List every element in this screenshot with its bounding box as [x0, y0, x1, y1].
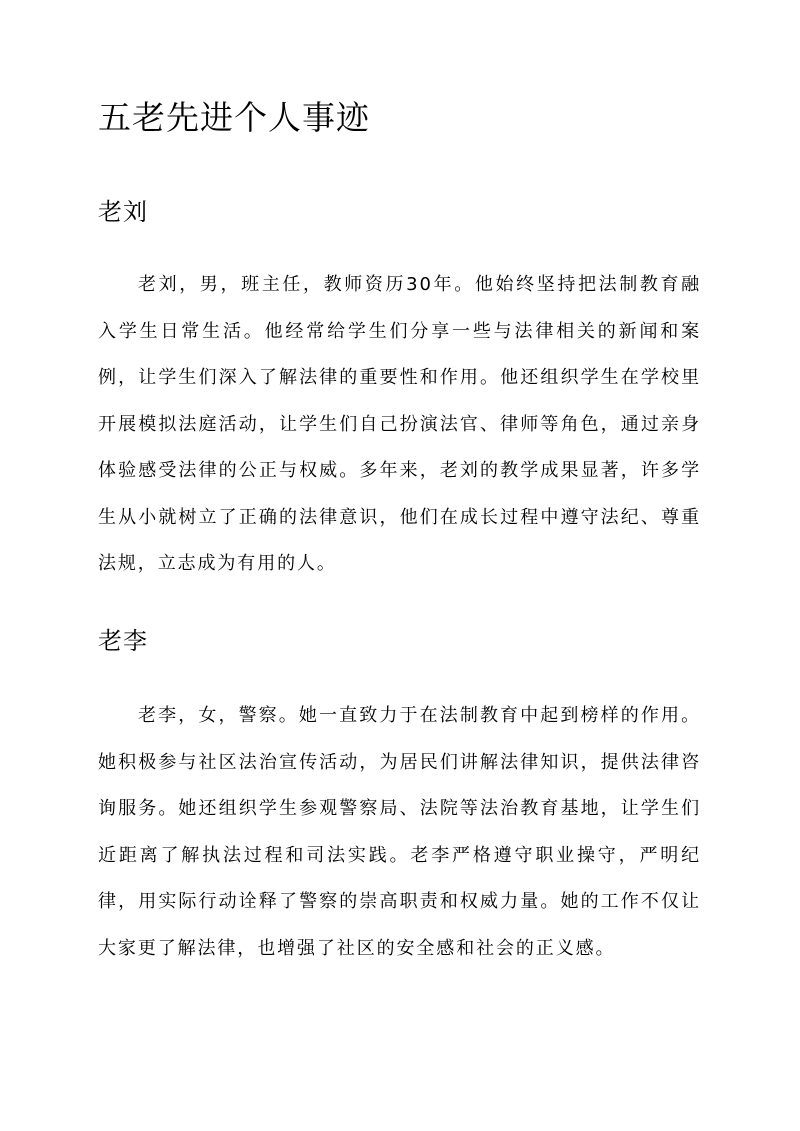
page-title: 五老先进个人事迹: [98, 98, 370, 137]
section-heading-lao-li: 老李: [98, 627, 148, 655]
section-body-lao-liu: 老刘，男，班主任，教师资历30年。他始终坚持把法制教育融入学生日常生活。他经常给学生们分享一些与法律相关的新闻和案例，让学生们深入了解法律的重要性和作用。他还组织学生在学校里开展模拟法庭活动，让学生们自己扮演法官、律师等角色，通过亲身体验感受法律的公正与权威。多年来，老刘的教学成果显著，许多学生从小就树立了正确的法律意识，他们在成长过程中遵守法纪、尊重法规，立志成为有用的人。: [98, 274, 701, 574]
section-body-lao-li: 老李，女，警察。她一直致力于在法制教育中起到榜样的作用。她积极参与社区法治宣传活动，为居民们讲解法律知识，提供法律咨询服务。她还组织学生参观警察局、法院等法治教育基地，让学生们近距离了解执法过程和司法实践。老李严格遵守职业操守，严明纪律，用实际行动诠释了警察的崇高职责和权威力量。她的工作不仅让大家更了解法律，也增强了社区的安全感和社会的正义感。: [98, 705, 701, 959]
section-heading-lao-liu: 老刘: [98, 198, 148, 226]
